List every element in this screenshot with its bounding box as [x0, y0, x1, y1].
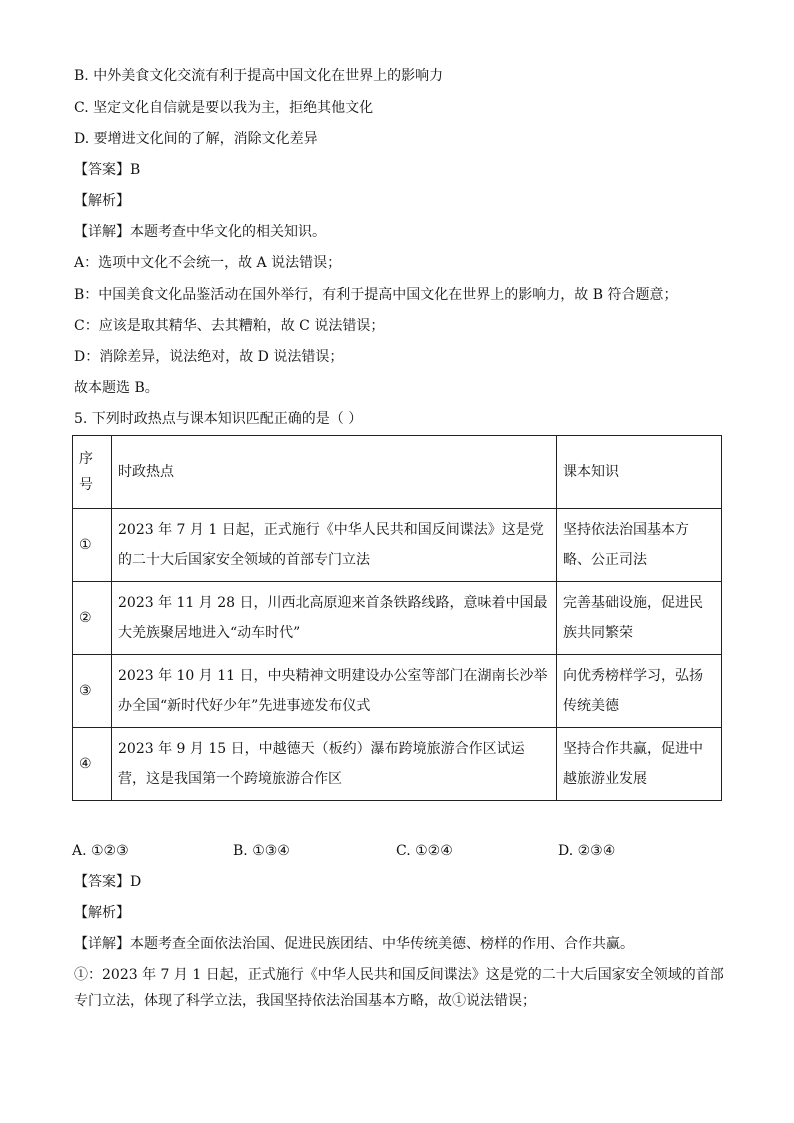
row-hot-topic: 2023 年 9 月 15 日，中越德天（板约）瀑布跨境旅游合作区试运营，这是我国第一个跨境旅游合作区: [112, 728, 557, 801]
table-header-row: [73, 436, 722, 509]
row-no: ①: [73, 509, 112, 582]
row-no: ③: [73, 655, 112, 728]
choice-a: A. ①②③: [72, 843, 129, 859]
choice-d: D. ②③④: [558, 843, 616, 859]
choice-b: B. ①③④: [233, 843, 290, 859]
row-no: ②: [73, 582, 112, 655]
explanation-c: C：应该是取其精华、去其糟粕，故 C 说法错误；: [74, 318, 385, 334]
explanation-b: B：中国美食文化品鉴活动在国外举行，有利于提高中国文化在世界上的影响力，故 B 符合题意；: [74, 287, 678, 303]
header-textbook-knowledge: 课本知识: [557, 436, 722, 509]
analysis-label: 【解析】: [74, 905, 130, 921]
row-knowledge: 坚持依法治国基本方略、公正司法: [557, 509, 722, 582]
table-row: [73, 728, 722, 801]
explanation-d: D：消除差异，说法绝对，故 D 说法错误；: [74, 349, 344, 365]
table-row: [73, 509, 722, 582]
option-c-text: C. 坚定文化自信就是要以我为主，拒绝其他文化: [74, 100, 374, 116]
choice-c: C. ①②④: [396, 843, 453, 859]
row-hot-topic: 2023 年 10 月 11 日，中央精神文明建设办公室等部门在湖南长沙举办全国“新时代好少年”先进事迹发布仪式: [112, 655, 557, 728]
header-no: 序号: [73, 436, 112, 509]
row-knowledge: 向优秀榜样学习，弘扬传统美德: [557, 655, 722, 728]
detail-paragraph: 【详解】本题考查全面依法治国、促进民族团结、中华传统美德、榜样的作用、合作共赢。: [74, 936, 634, 952]
row-knowledge: 完善基础设施，促进民族共同繁荣: [557, 582, 722, 655]
hot-topics-table: [72, 435, 722, 801]
row-no: ④: [73, 728, 112, 801]
row-hot-topic: 2023 年 11 月 28 日，川西北高原迎来首条铁路线路，意味着中国最大羌族聚居地进入“动车时代”: [112, 582, 557, 655]
analysis-label: 【解析】: [74, 193, 130, 209]
option-b-text: B. 中外美食文化交流有利于提高中国文化在世界上的影响力: [74, 68, 444, 84]
question-5: 5. 下列时政热点与课本知识匹配正确的是（ ）: [74, 411, 363, 427]
option-d-text: D. 要增进文化间的了解，消除文化差异: [74, 131, 318, 147]
conclusion: 故本题选 B。: [74, 380, 159, 396]
answer-label: 【答案】D: [74, 874, 142, 890]
table-row: [73, 655, 722, 728]
row-knowledge: 坚持合作共赢，促进中越旅游业发展: [557, 728, 722, 801]
answer-label: 【答案】B: [74, 162, 141, 178]
table-row: [73, 582, 722, 655]
detail-paragraph: 【详解】本题考查中华文化的相关知识。: [74, 224, 326, 240]
explanation-item-1: ①：2023 年 7 月 1 日起，正式施行《中华人民共和国反间谍法》这是党的二十大后国家安全领域的首部专门立法，体现了科学立法，我国坚持依法治国基本方略，故①说法错误；: [74, 967, 724, 1009]
answer-choices: [72, 841, 722, 861]
row-hot-topic: 2023 年 7 月 1 日起，正式施行《中华人民共和国反间谍法》这是党的二十大后国家安全领域的首部专门立法: [112, 509, 557, 582]
header-hot-topic: 时政热点: [112, 436, 557, 509]
explanation-a: A：选项中文化不会统一，故 A 说法错误；: [74, 255, 342, 271]
